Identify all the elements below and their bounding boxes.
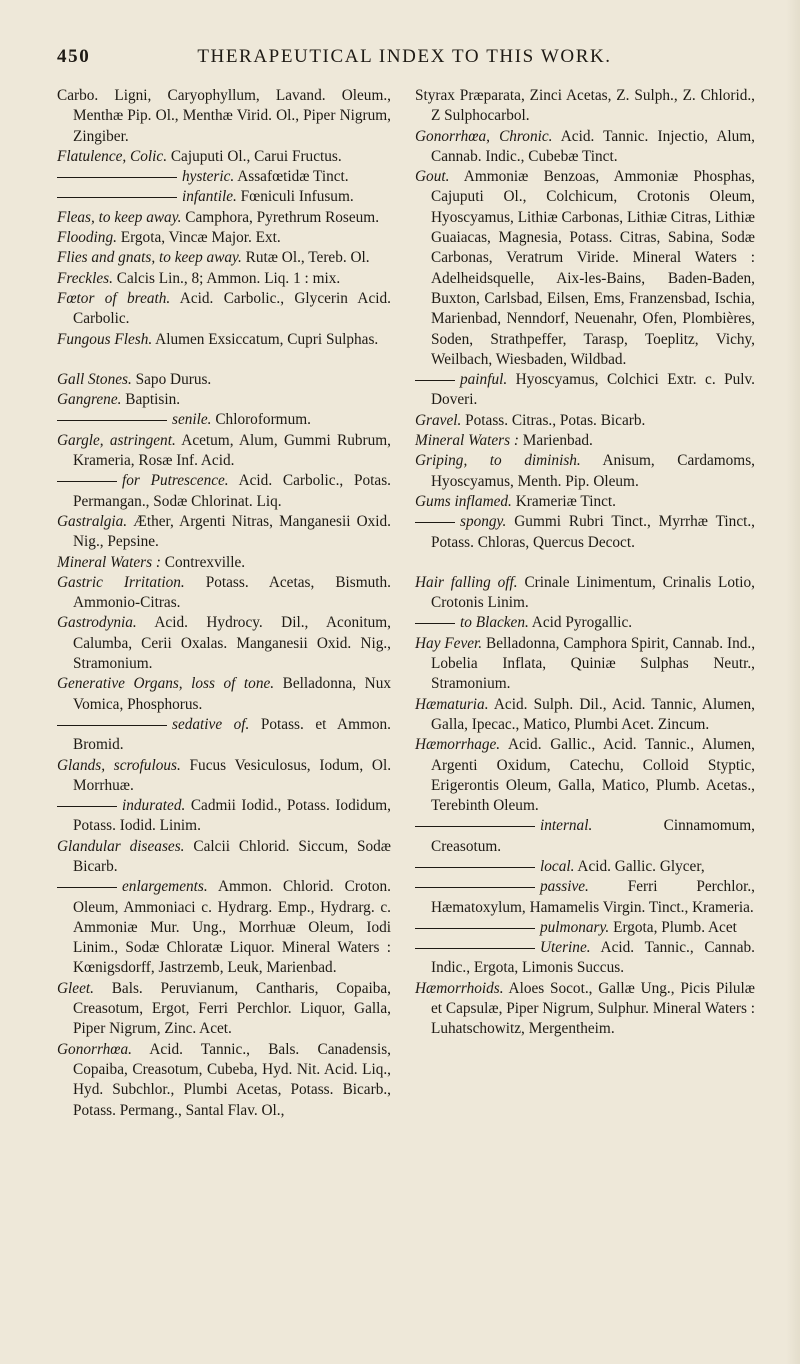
index-entry <box>415 877 755 918</box>
entry-remedies: Ergota, Plumb. Acet <box>613 918 737 936</box>
entry-term: Flatulence, Colic. <box>57 147 168 165</box>
entry-term: Fleas, to keep away. <box>57 208 182 226</box>
index-entry <box>57 269 391 289</box>
entry-term: Flooding. <box>57 229 117 247</box>
ditto-dash <box>415 887 535 888</box>
entry-term: Freckles. <box>57 269 113 287</box>
entry-remedies: Ergota, Vincæ Major. Ext. <box>120 229 281 247</box>
index-entry <box>57 674 391 715</box>
entry-term: Fœtor of breath. <box>57 289 171 307</box>
entry-term: enlargements. <box>122 878 208 896</box>
entry-remedies: Cinnamomum, Creasotum. <box>431 817 755 855</box>
index-entry <box>57 248 391 268</box>
entry-remedies: Acid. Tannic. Injectio, Alum, Cannab. Indic., Cubebæ Tinct. <box>431 127 755 165</box>
entry-remedies: Gummi Rubri Tinct., Myrrhæ Tinct., Potass. Chloras, Quercus Decoct. <box>431 513 756 551</box>
ditto-dash <box>415 826 535 827</box>
page-edge-shadow <box>786 0 800 1364</box>
entry-remedies: Rutæ Ol., Tereb. Ol. <box>245 249 370 267</box>
entry-remedies: Potass. et Ammon. Bromid. <box>73 715 391 754</box>
left-column <box>57 86 391 1121</box>
index-entry <box>57 147 391 167</box>
entry-remedies: Belladonna, Camphora Spirit, Cannab. Ind., Lobelia Inflata, Quiniæ Sulphas Neutr., Stramonium. <box>431 634 756 693</box>
running-title: THERAPEUTICAL INDEX TO THIS WORK. <box>197 46 612 67</box>
entry-remedies: Fucus Vesiculosus, Iodum, Ol. Morrhuæ. <box>73 756 392 794</box>
entry-remedies: Ferri Perchlor., Hæmatoxylum, Hamamelis Virgin. Tinct., Krameria. <box>431 878 755 916</box>
entry-term: Gleet. <box>57 979 94 997</box>
entry-remedies: Acid. Gallic. Glycer, <box>577 857 705 875</box>
index-entry <box>57 756 391 797</box>
entry-term: Hair falling off. <box>415 573 518 591</box>
entry-remedies: Potass. Acetas, Bismuth. Ammonio-Citras. <box>73 573 391 612</box>
index-entry <box>57 796 391 837</box>
ditto-dash <box>57 177 177 178</box>
index-entry <box>415 613 755 633</box>
ditto-dash <box>415 867 535 868</box>
entry-term: Gastric Irritation. <box>57 573 185 591</box>
entry-remedies: Hyoscyamus, Colchici Extr. c. Pulv. Doveri. <box>431 371 755 409</box>
index-entry <box>415 918 755 938</box>
entry-remedies: Anisum, Cardamoms, Hyoscyamus, Menth. Pip. Oleum. <box>431 452 755 490</box>
entry-term: Hay Fever. <box>415 634 483 652</box>
entry-remedies: Alumen Exsiccatum, Cupri Sulphas. <box>155 330 379 348</box>
entry-term: to Blacken. <box>460 614 529 632</box>
index-entry <box>415 370 755 411</box>
entry-remedies: Acetum, Alum, Gummi Rubrum, Krameria, Rosæ Inf. Acid. <box>73 431 391 470</box>
entry-term: Uterine. <box>540 939 591 957</box>
entry-term: Glandular diseases. <box>57 837 185 855</box>
entry-term: for Putrescence. <box>122 472 229 490</box>
entry-remedies: Cadmii Iodid., Potass. Iodidum, Potass. Iodid. Linim. <box>73 797 391 835</box>
entry-term: Gastralgia. <box>57 512 128 530</box>
entry-remedies: Crinale Linimentum, Crinalis Lotio, Crotonis Linim. <box>431 573 756 612</box>
ditto-dash <box>415 948 535 949</box>
page-number: 450 <box>57 46 91 67</box>
entry-term: Hæmorrhoids. <box>415 979 504 997</box>
index-entry <box>415 979 755 1040</box>
index-entry <box>57 471 391 512</box>
entry-remedies: Acid. Gallic., Acid. Tannic., Alumen, Argenti Oxidum, Catechu, Colloid Styptic, Erigerontis Oleum, Galla, Matico, Plumb. Acetas., Terebinth Oleum. <box>431 736 755 815</box>
entry-remedies: Belladonna, Nux Vomica, Phosphorus. <box>73 675 391 713</box>
index-entry <box>57 837 391 878</box>
entry-remedies: Carbo. Ligni, Caryophyllum, Lavand. Oleum., Menthæ Pip. Ol., Menthæ Virid. Ol., Piper Nigrum, Zingiber. <box>57 87 391 145</box>
index-entry <box>57 512 391 553</box>
ditto-dash <box>415 928 535 929</box>
entry-remedies: Acid. Tannic., Bals. Canadensis, Copaiba, Creasotum, Cubeba, Hyd. Nit. Acid. Liq., Hyd. Subchlor., Plumbi Acetas, Potass. Bicarb., Potass. Permang., Santal Flav. Ol., <box>73 1040 391 1119</box>
ditto-dash <box>415 522 455 523</box>
ditto-dash <box>415 623 455 624</box>
entry-remedies: Ammon. Chlorid. Croton. Oleum, Ammoniaci c. Hydrarg. Emp., Hydrarg. c. Ammoniæ Mur. Ung., Morrhuæ Oleum, Iodi Linim., Sodæ Chloratæ Liquor. Mineral Waters : Kœnigsdorff, Jastrzemb, Leuk, Marienbad. <box>73 878 391 977</box>
entry-term: Glands, scrofulous. <box>57 756 181 774</box>
ditto-dash <box>57 197 177 198</box>
entry-remedies: Chloroformum. <box>215 411 311 429</box>
index-entry <box>415 695 755 736</box>
index-entry <box>57 390 391 410</box>
index-entry <box>57 330 391 350</box>
entry-remedies: Bals. Peruvianum, Cantharis, Copaiba, Creasotum, Ergot, Ferri Perchlor. Liquor, Galla, Piper Nigrum, Zinc. Acet. <box>73 979 391 1038</box>
entry-term: infantile. <box>182 188 237 206</box>
entry-term: Generative Organs, loss of tone. <box>57 675 275 693</box>
index-entry <box>415 86 755 127</box>
entry-remedies: Calcis Lin., 8; Ammon. Liq. 1 : mix. <box>116 269 341 287</box>
entry-remedies: Acid. Hydrocy. Dil., Aconitum, Calumba, Cerii Oxalas. Manganesii Oxid. Nig., Stramonium. <box>73 614 391 673</box>
index-entry <box>415 451 755 492</box>
entry-remedies: Sapo Durus. <box>135 370 212 388</box>
entry-remedies: Acid. Carbolic., Potas. Permangan., Sodæ Chlorinat. Liq. <box>73 472 391 510</box>
entry-remedies: Acid Pyrogallic. <box>531 614 633 632</box>
entry-term: Gout. <box>415 168 450 186</box>
index-entry <box>57 187 391 207</box>
entry-term: hysteric. <box>182 168 235 186</box>
entry-term: Gums inflamed. <box>415 492 512 510</box>
index-entry <box>415 573 755 614</box>
ditto-dash <box>57 481 117 482</box>
entry-remedies: Camphora, Pyrethrum Roseum. <box>185 208 380 226</box>
index-entry <box>57 228 391 248</box>
index-entry <box>57 370 391 390</box>
index-entry <box>415 492 755 512</box>
index-entry <box>415 431 755 451</box>
entry-term: Gargle, astringent. <box>57 431 176 449</box>
entry-term: Griping, to diminish. <box>415 452 581 470</box>
entry-term: indurated. <box>122 797 186 815</box>
entry-term: local. <box>540 857 575 875</box>
entry-remedies: Fœniculi Infusum. <box>240 188 354 206</box>
entry-term: Gastrodynia. <box>57 614 137 632</box>
ditto-dash <box>57 420 167 421</box>
entry-term: Mineral Waters : <box>415 432 519 450</box>
entry-remedies: Acid. Sulph. Dil., Acid. Tannic, Alumen, Galla, Ipecac., Matico, Plumbi Acet. Zincum. <box>431 695 755 733</box>
entry-term: senile. <box>172 411 212 429</box>
index-entry <box>57 410 391 430</box>
index-entry <box>415 857 755 877</box>
entry-remedies: Cajuputi Ol., Carui Fructus. <box>170 147 342 165</box>
entry-remedies: Krameriæ Tinct. <box>515 492 616 510</box>
entry-remedies: Baptisin. <box>125 391 181 409</box>
page-header <box>57 46 752 76</box>
index-entry <box>415 127 755 168</box>
ditto-dash <box>57 806 117 807</box>
entry-term: passive. <box>540 878 589 896</box>
entry-term: Gangrene. <box>57 391 122 409</box>
entry-remedies: Æther, Argenti Nitras, Manganesii Oxid. Nig., Pepsine. <box>73 512 391 551</box>
entry-term: pulmonary. <box>540 918 610 936</box>
entry-term: Fungous Flesh. <box>57 330 153 348</box>
entry-term: painful. <box>460 371 508 389</box>
index-entry <box>57 573 391 614</box>
entry-term: sedative of. <box>172 715 250 733</box>
entry-term: internal. <box>540 817 593 835</box>
right-column <box>415 86 755 1040</box>
entry-term: Hæmorrhage. <box>415 736 501 754</box>
index-entry <box>57 289 391 330</box>
index-entry <box>57 553 391 573</box>
index-entry <box>57 613 391 674</box>
entry-remedies: Styrax Præparata, Zinci Acetas, Z. Sulph., Z. Chlorid., Z Sulphocarbol. <box>415 87 755 125</box>
index-entry <box>415 512 755 553</box>
index-entry <box>57 208 391 228</box>
index-entry <box>57 979 391 1040</box>
ditto-dash <box>57 725 167 726</box>
entry-remedies: Assafœtidæ Tinct. <box>237 168 349 186</box>
index-entry <box>57 431 391 472</box>
index-entry <box>415 816 755 857</box>
entry-term: Hæmaturia. <box>415 695 489 713</box>
entry-term: Mineral Waters : <box>57 553 161 571</box>
index-entry <box>57 167 391 187</box>
entry-remedies: Acid. Carbolic., Glycerin Acid. Carbolic. <box>73 289 391 328</box>
index-entry <box>415 735 755 816</box>
entry-term: Gravel. <box>415 411 462 429</box>
index-entry <box>57 86 391 147</box>
entry-remedies: Acid. Tannic., Cannab. Indic., Ergota, Limonis Succus. <box>431 939 755 977</box>
entry-term: Flies and gnats, to keep away. <box>57 249 242 267</box>
index-entry <box>57 715 391 756</box>
entry-term: Gall Stones. <box>57 370 132 388</box>
index-entry <box>57 1040 391 1121</box>
entry-remedies: Contrexville. <box>164 553 246 571</box>
entry-remedies: Calcii Chlorid. Siccum, Sodæ Bicarb. <box>73 837 391 875</box>
entry-remedies: Aloes Socot., Gallæ Ung., Picis Pilulæ et Capsulæ, Piper Nigrum, Sulphur. Mineral Waters : Luhatschowitz, Mergentheim. <box>431 979 755 1038</box>
ditto-dash <box>415 380 455 381</box>
ditto-dash <box>57 887 117 888</box>
entry-term: Gonorrhœa, Chronic. <box>415 127 553 145</box>
index-entry <box>415 411 755 431</box>
index-entry <box>415 938 755 979</box>
entry-term: spongy. <box>460 513 507 531</box>
index-entry <box>415 634 755 695</box>
entry-term: Gonorrhœa. <box>57 1040 132 1058</box>
index-entry <box>57 877 391 978</box>
entry-remedies: Potass. Citras., Potas. Bicarb. <box>465 411 646 429</box>
entry-remedies: Marienbad. <box>522 432 593 450</box>
entry-remedies: Ammoniæ Benzoas, Ammoniæ Phosphas, Cajuputi Ol., Colchicum, Crotonis Oleum, Hyoscyamus, Lithiæ Carbonas, Lithiæ Citras, Lithiæ Guaiacas, Magnesia, Potass. Citras, Sabina, Sodæ Carbonas, Veratrum Viride. Mineral Waters : Adelheidsquelle, Aix-les-Bains, Baden-Baden, Buxton, Carlsbad, Eilsen, Ems, Franzensbad, Ischia, Marienbad, Nenndorf, Neuenahr, Ofen, Plombières, Soden, Strathpeffer, Tarasp, Toeplitz, Vichy, Weilbach, Wiesbaden, Wildbad. <box>431 168 755 368</box>
index-entry <box>415 167 755 370</box>
